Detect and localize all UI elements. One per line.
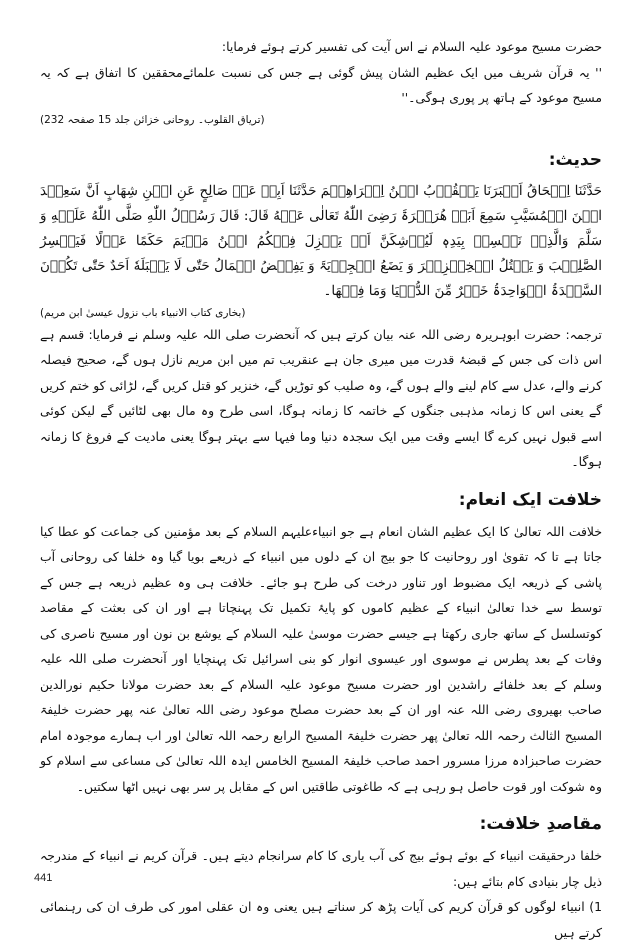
hadith-translation: ترجمہ: حضرت ابوہریرہ رضی اللہ عنہ بیان کرتے ہیں کہ آنحضرت صلی اللہ علیہ وسلم نے فرمایا: قسم ہے اس ذات کی جس کے قبضۂ قدرت میں میری جان ہے عنقریب تم میں ابن مریم نازل ہوں گے، صحیح فیصلہ کرنے والے، عدل سے کام لینے والے ہوں گے، وہ صلیب کو توڑیں گے، خنزیر کو قتل کریں گے، لڑائی کو ختم کریں گے یعنی اس کا زمانہ مذہبی جنگوں کے خاتمہ کا زمانہ ہوگا، اسی طرح وہ مال بھی لٹائیں گے لیکن کوئی اسے قبول نہیں کرے گا ایسے وقت میں ایک سجدہ دنیا وما فیہا سے بہتر ہوگا یعنی مادیت کے فروغ کا زمانہ ہوگا۔ xyxy=(40,326,602,469)
maqasid-list-item-1: 1) انبیاء لوگوں کو قرآن کریم کی آیات پڑھ کر سناتے ہیں یعنی وہ ان عقلی امور کی طرف ان کی رہنمائی کرتے ہیں xyxy=(40,899,602,940)
maqasid-heading: مقاصدِ خلافت: xyxy=(479,814,602,834)
page-number: 441 xyxy=(34,872,53,884)
page-content xyxy=(40,34,602,945)
intro-line: حضرت مسیح موعود علیہ السلام نے اس آیت کی تفسیر کرتے ہوئے فرمایا: xyxy=(221,39,602,54)
khilafat-body: خلافت اللہ تعالیٰ کا ایک عظیم الشان انعام ہے جو انبیاءعلیہم السلام کے بعد مؤمنین کی جماعت کو عطا کیا جاتا ہے تا کہ تقویٰ اور روحانیت کا جو بیج ان کے دلوں میں انبیاء کے ذریعے بویا گیا وہ خلفا کی روحانی آب پاشی کے ذریعہ ایک مضبوط اور تناور درخت کی طرح ہو جائے۔ خلافت ہی وہ عظیم ذریعہ ہے جس کے توسط سے خدا تعالیٰ انبیاء کے عظیم کاموں کو پایۂ تکمیل تک پہنچاتا ہے اور ان کی بعثت کے مقاصد کوتسلسل کے ساتھ جاری رکھتا ہے جیسے حضرت موسیٰ علیہ السلام کے یوشع بن نون اور مسیح ناصری کی وفات کے بعد پطرس نے موسوی اور عیسوی انوار کو بنی اسرائیل تک پہنچایا اور آنحضرت صلی اللہ علیہ وسلم کے بعد خلفائے راشدین اور حضرت مسیح موعود علیہ السلام کے بعد حضرت مولانا حکیم نورالدین صاحب بھیروی رضی اللہ عنہ اور ان کے بعد حضرت مصلح موعود رضی اللہ تعالیٰ عنہ پھر حضرت خلیفۃ المسیح الثالث رحمہ اللہ تعالیٰ پھر حضرت خلیفۃ المسیح الرابع رحمہ اللہ تعالیٰ اور اب ہمارے موجودہ امام حضرت صاحبزادہ مرزا مسرور احمد صاحب خلیفۃ المسیح الخامس ایدہ اللہ تعالیٰ کی مساعی سے اسلام کو وہ شوکت اور قوت حاصل ہو رہی ہے کہ طاغوتی طاقتیں اس کے مقابل پر سر بھی نہیں اٹھا سکتیں۔ xyxy=(40,523,602,794)
hadith-heading: حدیث: xyxy=(548,149,602,170)
khilafat-heading: خلافت ایک انعام: xyxy=(458,489,602,510)
hadith-arabic-text: حَدَّثَنَا اِسۡحَاقُ اَخۡبَرَنَا یَعۡقُوۡبُ ابۡنُ اِبۡرَاهِیۡمَ حَدَّثَنَا اَبِیۡ عَنۡ صَالِحٍ عَنِ ابۡنِ شِهَابٍ اَنَّ سَعِیۡدَ ابۡنَ الۡمُسَیَّبِ سَمِعَ اَبَیۡ هُرَیۡرَۃَ رَضِیَ اللّٰهُ تَعَالٰی عَنۡهُ قَالَ: قَالَ رَسُوۡلُ اللّٰهِ صَلَّی اللّٰهُ عَلَیۡهِ وَ سَلَّمَ وَالَّذِیۡ نَفۡسِیۡ بِیَدِهٖ لَیُوۡشِکَنَّ اَنۡ یَنۡزِلَ فِیۡکُمُ ابۡنُ مَرۡیَمَ حَکَمًا عَدۡلًا فَیَکۡسِرُ الصَّلِیۡبَ وَ یَقۡتُلُ الۡخِنۡزِیۡرَ وَ یَضَعُ الۡجِزۡیَۃَ وَ یَفِیۡضُ الۡمَالُ حَتّٰی لَا یَقۡبَلَهٗ اَحَدٌ حَتّٰی تَکُوۡنَ السَّجۡدَۃُ الۡوَاحِدَۃُ خَیۡرٌ مِّنَ الدُّنۡیَا وَمَا فِیۡهَا۔ xyxy=(40,182,602,299)
intro-quote: '' یہ قرآن شریف میں ایک عظیم الشان پیش گوئی ہے جس کی نسبت علمائےمحققین کا اتفاق ہے کہ یہ مسیح موعود کے ہاتھ پر پوری ہوگی۔'' xyxy=(40,64,602,105)
intro-reference: (تریاق القلوب۔ روحانی خزائن جلد 15 صفحہ 232) xyxy=(40,113,265,126)
hadith-reference: (بخاری کتاب الانبیاء باب نزول عیسیٰ ابن مریم) xyxy=(40,306,246,319)
maqasid-body: خلفا درحقیقت انبیاء کے بوئے ہوئے بیج کی آب یاری کا کام سرانجام دیتے ہیں۔ قرآن کریم نے انبیاء کے مندرجہ ذیل چار بنیادی کام بتائے ہیں: xyxy=(40,848,602,889)
